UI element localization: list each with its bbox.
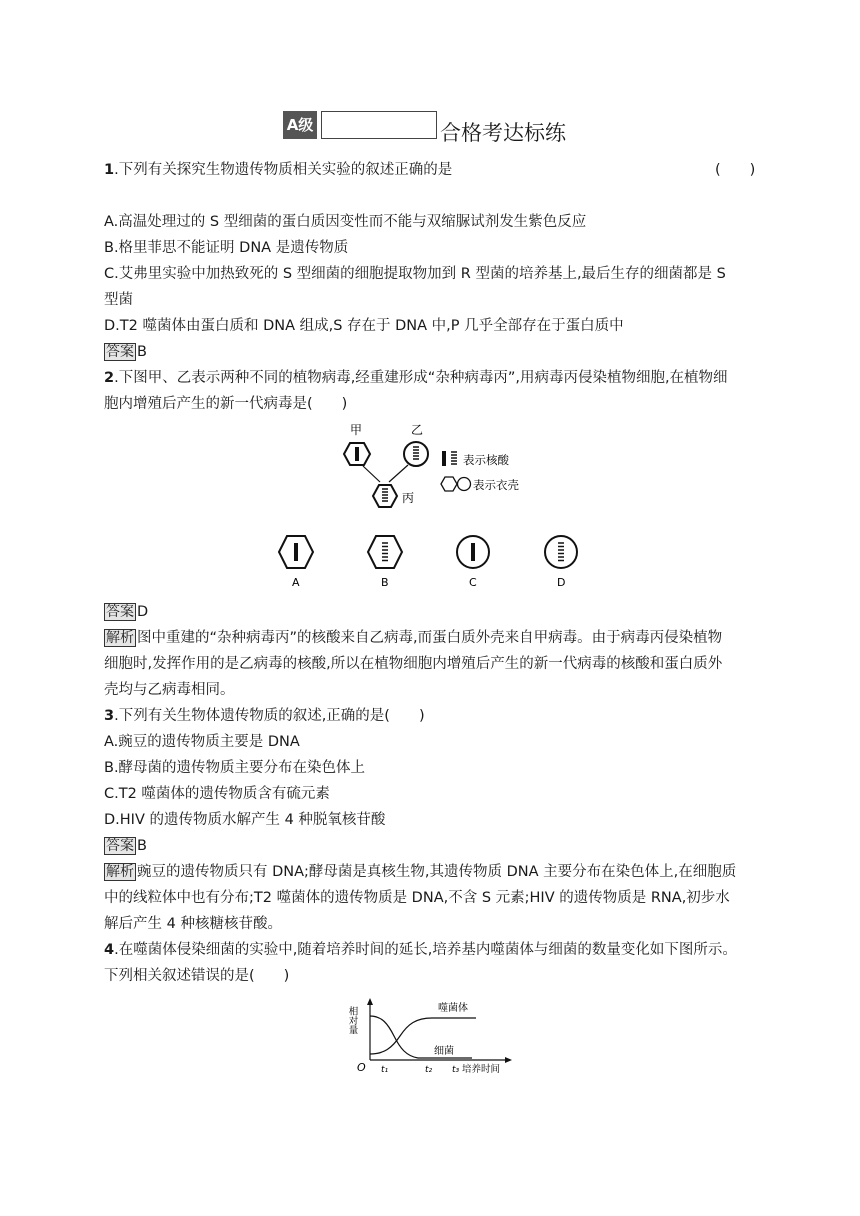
choice-a-label: A: [292, 576, 300, 589]
q3-analysis-line1: [104, 862, 736, 882]
jia-nucleic: [355, 447, 359, 461]
bacteria-label: 细菌: [434, 1046, 454, 1057]
q1-option-d: D.T2 噬菌体由蛋白质和 DNA 组成,S 存在于 DNA 中,P 几乎全部存在于蛋白质中: [104, 318, 624, 334]
analysis-label: 解析: [106, 864, 134, 880]
choice-c-label: C: [469, 576, 477, 589]
legend-hexagon: [441, 477, 457, 491]
answer-label: 答案: [106, 344, 134, 360]
q1-answer-value: B: [137, 344, 147, 360]
t2-label: t₂: [425, 1065, 433, 1075]
yi-nucleic: [413, 447, 419, 459]
x-axis-label: 培养时间: [462, 1064, 501, 1075]
section-title: 合格考达标练: [440, 121, 566, 145]
q2-stem-line2: 胞内增殖后产生的新一代病毒是( ): [104, 396, 348, 412]
q2-stem-text: .下图甲、乙表示两种不同的植物病毒,经重建形成“杂种病毒丙”,用病毒丙侵染植物细胞,在植物细: [114, 370, 728, 386]
choice-a-nucleic: [294, 543, 298, 561]
q3-stem: [104, 706, 425, 726]
q4-stem-line1: [104, 940, 737, 960]
q2-analysis-text: 图中重建的“杂种病毒丙”的核酸来自乙病毒,而蛋白质外壳来自甲病毒。由于病毒丙侵染植物: [137, 630, 723, 646]
q3-analysis-line3: 解后产生 4 种核糖核苷酸。: [104, 916, 282, 932]
q3-option-d: D.HIV 的遗传物质水解产生 4 种脱氧核苷酸: [104, 812, 386, 828]
t1-label: t₁: [381, 1065, 389, 1075]
label-bing: 丙: [402, 491, 415, 505]
choice-d-coat: [545, 536, 577, 568]
q1-answer: [104, 342, 147, 362]
q4-stem-line2: 下列相关叙述错误的是( ): [104, 968, 290, 984]
q2-analysis-line3: 壳均与乙病毒相同。: [104, 682, 235, 698]
q1-stem: [104, 160, 452, 180]
q1-option-c-cont: 型菌: [104, 292, 133, 308]
origin-label: O: [357, 1061, 366, 1074]
q4-number: 4: [104, 942, 115, 958]
legend-circle: [458, 478, 471, 491]
q3-answer: [104, 836, 147, 856]
virus-figure: [270, 418, 610, 594]
label-yi: 乙: [411, 423, 424, 437]
q3-analysis-line2: 中的线粒体中也有分布;T2 噬菌体的遗传物质是 DNA,不含 S 元素;HIV 的遗传物质是 RNA,初步水: [104, 890, 730, 906]
bacteria-curve: [370, 1016, 472, 1058]
q3-option-c: C.T2 噬菌体的遗传物质含有硫元素: [104, 786, 330, 802]
q3-stem-text: .下列有关生物体遗传物质的叙述,正确的是( ): [114, 708, 425, 724]
choice-b-coat: [368, 536, 402, 568]
q2-analysis-line1: [104, 628, 722, 648]
x-axis-arrow: [505, 1057, 512, 1063]
q3-option-b: B.酵母菌的遗传物质主要分布在染色体上: [104, 760, 366, 776]
choice-b-label: B: [381, 576, 389, 589]
q1-bracket: ( ): [715, 162, 756, 178]
choice-d-nucleic: [558, 543, 564, 561]
y-axis-label: 相对量: [346, 1006, 358, 1035]
growth-figure: [348, 996, 518, 1082]
q1-stem-text: .下列有关探究生物遗传物质相关实验的叙述正确的是: [114, 162, 453, 178]
q3-answer-value: B: [137, 838, 147, 854]
answer-label: 答案: [106, 838, 134, 854]
q2-number: 2: [104, 370, 115, 386]
legend-nucleic-text: 表示核酸: [463, 453, 509, 467]
q2-answer: [104, 602, 148, 622]
answer-label: 答案: [106, 604, 134, 620]
legend-nucleic-striped: [451, 452, 457, 464]
label-jia: 甲: [350, 423, 363, 437]
phage-label: 噬菌体: [438, 1003, 468, 1014]
yi-coat: [404, 442, 428, 466]
bing-nucleic: [382, 489, 388, 501]
q2-analysis-line2: 细胞时,发挥作用的是乙病毒的核酸,所以在植物细胞内增殖后产生的新一代病毒的核酸和蛋白质外: [104, 656, 723, 672]
q1-number: 1: [104, 162, 115, 178]
choice-b-nucleic: [382, 543, 388, 561]
y-axis-arrow: [367, 998, 373, 1005]
choice-c-nucleic: [471, 543, 475, 561]
q4-stem-text: .在噬菌体侵染细菌的实验中,随着培养时间的延长,培养基内噬菌体与细菌的数量变化如下图所示。: [114, 942, 737, 958]
q2-answer-value: D: [137, 604, 149, 620]
legend-nucleic-solid: [442, 451, 446, 466]
q3-analysis-text: 豌豆的遗传物质只有 DNA;酵母菌是真核生物,其遗传物质 DNA 主要分布在染色体上,在细胞质: [137, 864, 737, 880]
q2-stem-line1: [104, 368, 728, 388]
q1-option-c: C.艾弗里实验中加热致死的 S 型细菌的细胞提取物加到 R 型菌的培养基上,最后生存的细菌都是 S: [104, 266, 726, 282]
t3-label: t₃: [452, 1065, 460, 1075]
legend-coat-text: 表示衣壳: [473, 478, 519, 492]
q3-number: 3: [104, 708, 115, 724]
q1-option-a: A.高温处理过的 S 型细菌的蛋白质因变性而不能与双缩脲试剂发生紫色反应: [104, 214, 587, 230]
choice-d-label: D: [557, 576, 566, 589]
q3-option-a: A.豌豆的遗传物质主要是 DNA: [104, 734, 300, 750]
level-box: [321, 111, 437, 139]
q1-option-b: B.格里菲思不能证明 DNA 是遗传物质: [104, 240, 349, 256]
analysis-label: 解析: [106, 630, 134, 646]
level-badge: A级: [283, 111, 317, 139]
